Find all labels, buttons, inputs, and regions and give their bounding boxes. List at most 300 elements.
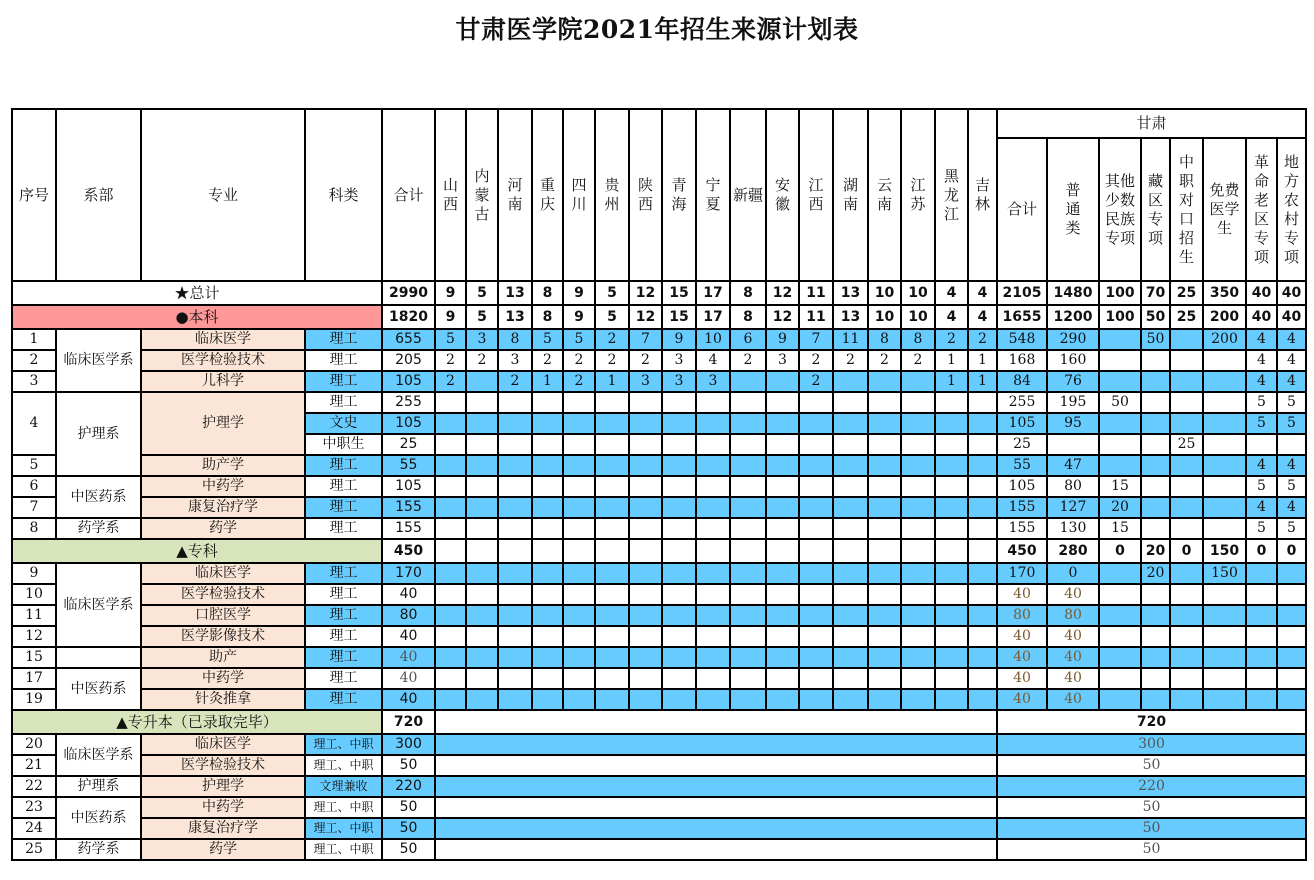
province-cell — [532, 518, 563, 539]
province-cell: 1 — [935, 350, 968, 371]
benke-row — [12, 329, 1306, 350]
grand-total-row — [12, 281, 1306, 305]
zhuanke-rows — [12, 563, 1306, 710]
province-cell — [629, 563, 662, 584]
zhuanke-row — [12, 605, 1306, 626]
gansu-total-cell: 300 — [997, 734, 1306, 755]
province-cell: 9 — [435, 281, 466, 305]
benke-row — [12, 392, 1306, 413]
benke-rows — [12, 329, 1306, 539]
province-cell — [696, 455, 730, 476]
province-cell — [901, 392, 935, 413]
major-cell: 护理学 — [141, 776, 305, 797]
province-cell — [662, 647, 696, 668]
province-cell — [868, 563, 901, 584]
gansu-cell — [1141, 626, 1170, 647]
gansu-cell: 40 — [1047, 647, 1099, 668]
province-cell — [730, 371, 766, 392]
gansu-cell: 4 — [1246, 371, 1277, 392]
zsb-total: 720 — [382, 710, 435, 734]
gansu-cell: 95 — [1047, 413, 1099, 434]
province-cell — [435, 689, 466, 710]
province-cell — [766, 434, 799, 455]
gansu-cell — [1141, 584, 1170, 605]
seq-cell: 21 — [12, 755, 56, 776]
province-cell — [595, 689, 629, 710]
province-cell: 15 — [662, 281, 696, 305]
province-cell — [868, 626, 901, 647]
province-cell — [901, 371, 935, 392]
province-cell — [629, 476, 662, 497]
ktype-cell: 理工 — [305, 455, 382, 476]
province-cell: 4 — [935, 281, 968, 305]
dept-cell: 临床医学系 — [56, 329, 141, 392]
province-cell — [595, 497, 629, 518]
gansu-total-cell: 220 — [997, 776, 1306, 797]
gansu-cell — [1170, 626, 1203, 647]
province-cell: 13 — [498, 281, 532, 305]
province-cell — [435, 626, 466, 647]
province-cell — [595, 626, 629, 647]
province-cell — [968, 563, 997, 584]
province-cell: 1 — [968, 371, 997, 392]
province-cell — [766, 647, 799, 668]
row-total-cell: 300 — [382, 734, 435, 755]
row-total-cell: 155 — [382, 497, 435, 518]
gansu-cell — [1170, 497, 1203, 518]
province-cell — [563, 563, 595, 584]
province-cell — [901, 434, 935, 455]
gansu-cell: 195 — [1047, 392, 1099, 413]
province-cell: 4 — [696, 350, 730, 371]
province-cell: 3 — [662, 371, 696, 392]
major-cell: 中药学 — [141, 797, 305, 818]
seq-cell: 23 — [12, 797, 56, 818]
gansu-cell: 4 — [1246, 497, 1277, 518]
zsb-row — [12, 797, 1306, 818]
gansu-cell — [1141, 518, 1170, 539]
province-cell — [696, 626, 730, 647]
province-cell — [595, 584, 629, 605]
province-cell — [595, 563, 629, 584]
gansu-cell: 50 — [1141, 305, 1170, 329]
province-cell: 3 — [498, 350, 532, 371]
major-cell: 儿科学 — [141, 371, 305, 392]
province-cell — [435, 518, 466, 539]
major-cell: 针灸推拿 — [141, 689, 305, 710]
province-cell: 2 — [935, 329, 968, 350]
gansu-cell — [1203, 392, 1246, 413]
province-cell — [868, 497, 901, 518]
dept-cell — [56, 647, 141, 668]
major-cell: 康复治疗学 — [141, 497, 305, 518]
province-cell — [595, 413, 629, 434]
province-cell — [901, 518, 935, 539]
enrollment-plan-table — [11, 108, 1307, 861]
province-cell — [435, 539, 466, 563]
province-cell — [629, 668, 662, 689]
province-cell — [466, 518, 498, 539]
province-cell — [629, 413, 662, 434]
gansu-cell — [1099, 371, 1141, 392]
gansu-cell: 290 — [1047, 329, 1099, 350]
gansu-cell: 40 — [1277, 281, 1306, 305]
zhuanke-label: ▲专科 — [12, 539, 382, 563]
zhuanke-subtotal-row — [12, 539, 1306, 563]
gansu-cell — [1099, 626, 1141, 647]
province-span — [435, 797, 997, 818]
major-cell: 康复治疗学 — [141, 818, 305, 839]
gansu-cell: 40 — [1047, 689, 1099, 710]
province-cell — [730, 689, 766, 710]
province-cell — [595, 476, 629, 497]
row-total-cell: 40 — [382, 584, 435, 605]
gansu-cell — [1277, 434, 1306, 455]
province-cell: 2 — [563, 350, 595, 371]
zhuanke-row — [12, 563, 1306, 584]
gansu-cell: 5 — [1246, 476, 1277, 497]
gansu-cell: 168 — [997, 350, 1047, 371]
province-cell — [968, 539, 997, 563]
gansu-cell — [1099, 350, 1141, 371]
gansu-cell: 1200 — [1047, 305, 1099, 329]
province-cell: 1 — [968, 350, 997, 371]
ktype-cell: 理工 — [305, 626, 382, 647]
zsb-row — [12, 755, 1306, 776]
benke-row — [12, 350, 1306, 371]
gansu-cell: 2105 — [997, 281, 1047, 305]
province-cell — [868, 476, 901, 497]
province-cell — [696, 584, 730, 605]
gansu-cell: 5 — [1246, 392, 1277, 413]
gansu-cell: 160 — [1047, 350, 1099, 371]
ktype-cell: 理工 — [305, 392, 382, 413]
province-cell: 8 — [868, 329, 901, 350]
gansu-cell: 105 — [997, 413, 1047, 434]
gansu-cell: 40 — [997, 668, 1047, 689]
province-cell: 12 — [629, 305, 662, 329]
row-total-cell: 105 — [382, 371, 435, 392]
province-cell — [435, 434, 466, 455]
province-cell — [629, 455, 662, 476]
gansu-cell — [1203, 668, 1246, 689]
major-cell: 口腔医学 — [141, 605, 305, 626]
gansu-cell — [1246, 584, 1277, 605]
province-cell — [935, 518, 968, 539]
province-cell — [833, 392, 868, 413]
province-cell — [696, 518, 730, 539]
gansu-cell: 84 — [997, 371, 1047, 392]
province-cell — [833, 605, 868, 626]
seq-cell: 3 — [12, 371, 56, 392]
gansu-cell: 1480 — [1047, 281, 1099, 305]
gansu-cell: 5 — [1277, 476, 1306, 497]
province-cell — [901, 497, 935, 518]
province-cell: 13 — [498, 305, 532, 329]
province-cell — [498, 413, 532, 434]
gansu-cell — [1099, 413, 1141, 434]
province-cell: 7 — [629, 329, 662, 350]
province-cell — [766, 413, 799, 434]
province-span — [435, 818, 997, 839]
province-cell — [696, 689, 730, 710]
header-province: 湖南 — [833, 109, 868, 281]
header-province: 内蒙古 — [466, 109, 498, 281]
province-cell — [466, 392, 498, 413]
province-cell — [563, 647, 595, 668]
province-cell — [901, 668, 935, 689]
province-cell — [466, 647, 498, 668]
gansu-cell — [1203, 497, 1246, 518]
province-cell — [595, 647, 629, 668]
province-cell: 2 — [833, 350, 868, 371]
header-province: 宁夏 — [696, 109, 730, 281]
major-cell: 中药学 — [141, 668, 305, 689]
gansu-cell — [1277, 626, 1306, 647]
gansu-cell — [1099, 434, 1141, 455]
province-cell — [696, 476, 730, 497]
province-cell: 1 — [532, 371, 563, 392]
province-cell — [498, 668, 532, 689]
province-cell — [730, 455, 766, 476]
province-cell — [935, 584, 968, 605]
page-title: 甘肃医学院2021年招生来源计划表 — [455, 15, 859, 44]
gansu-cell: 76 — [1047, 371, 1099, 392]
seq-cell: 8 — [12, 518, 56, 539]
province-cell — [595, 539, 629, 563]
province-cell — [901, 626, 935, 647]
province-cell — [935, 563, 968, 584]
province-cell — [730, 626, 766, 647]
gansu-cell — [1170, 392, 1203, 413]
province-cell — [466, 497, 498, 518]
gansu-cell — [1203, 518, 1246, 539]
ktype-cell: 理工 — [305, 518, 382, 539]
major-cell: 药学 — [141, 839, 305, 860]
province-cell — [833, 626, 868, 647]
province-cell — [532, 563, 563, 584]
gansu-cell: 450 — [997, 539, 1047, 563]
province-cell — [662, 605, 696, 626]
province-cell — [532, 626, 563, 647]
province-cell — [532, 497, 563, 518]
province-cell — [833, 647, 868, 668]
gansu-cell: 40 — [997, 689, 1047, 710]
province-cell — [868, 647, 901, 668]
province-cell — [498, 518, 532, 539]
gansu-cell: 20 — [1141, 539, 1170, 563]
province-cell — [799, 563, 833, 584]
gansu-cell: 155 — [997, 518, 1047, 539]
gansu-cell — [1170, 371, 1203, 392]
province-cell — [662, 584, 696, 605]
province-cell — [696, 647, 730, 668]
gansu-cell: 4 — [1246, 350, 1277, 371]
province-cell: 3 — [662, 350, 696, 371]
province-cell — [935, 497, 968, 518]
province-cell — [833, 518, 868, 539]
major-cell: 临床医学 — [141, 563, 305, 584]
province-cell — [629, 689, 662, 710]
province-cell — [532, 668, 563, 689]
province-cell: 10 — [901, 281, 935, 305]
province-cell: 4 — [968, 305, 997, 329]
gansu-cell: 40 — [1047, 626, 1099, 647]
province-cell — [868, 518, 901, 539]
major-cell: 医学检验技术 — [141, 755, 305, 776]
province-cell: 2 — [968, 329, 997, 350]
zhuanke-row — [12, 626, 1306, 647]
province-cell — [968, 668, 997, 689]
major-cell: 临床医学 — [141, 329, 305, 350]
gansu-cell — [1277, 563, 1306, 584]
province-cell: 2 — [595, 329, 629, 350]
seq-cell: 12 — [12, 626, 56, 647]
province-cell — [935, 413, 968, 434]
province-cell — [799, 539, 833, 563]
province-cell: 2 — [799, 371, 833, 392]
province-cell — [498, 539, 532, 563]
province-cell — [766, 584, 799, 605]
benke-row — [12, 518, 1306, 539]
header-major: 专业 — [141, 109, 305, 281]
province-cell — [730, 413, 766, 434]
header-province: 江苏 — [901, 109, 935, 281]
header-ktype: 科类 — [305, 109, 382, 281]
ktype-cell: 理工、中职 — [305, 755, 382, 776]
province-cell — [532, 539, 563, 563]
seq-cell: 24 — [12, 818, 56, 839]
province-cell — [730, 476, 766, 497]
gansu-cell — [1047, 434, 1099, 455]
gansu-cell — [1099, 584, 1141, 605]
row-total-cell: 55 — [382, 455, 435, 476]
gansu-cell: 50 — [1141, 329, 1170, 350]
benke-row — [12, 371, 1306, 392]
province-cell — [833, 497, 868, 518]
gansu-cell — [1203, 584, 1246, 605]
province-cell — [868, 434, 901, 455]
seq-cell: 19 — [12, 689, 56, 710]
province-cell — [799, 518, 833, 539]
header-gansu-col: 地方农村专项 — [1277, 138, 1306, 281]
province-cell — [730, 434, 766, 455]
province-cell — [799, 392, 833, 413]
province-cell — [901, 563, 935, 584]
dept-cell: 中医药系 — [56, 797, 141, 839]
row-total-cell: 220 — [382, 776, 435, 797]
gansu-cell: 40 — [1047, 584, 1099, 605]
province-cell — [901, 647, 935, 668]
province-cell — [629, 434, 662, 455]
gansu-cell: 25 — [1170, 434, 1203, 455]
dept-cell: 药学系 — [56, 839, 141, 860]
header-dept: 系部 — [56, 109, 141, 281]
province-cell — [730, 584, 766, 605]
province-cell — [935, 605, 968, 626]
province-cell: 11 — [799, 305, 833, 329]
province-cell — [730, 539, 766, 563]
seq-cell: 15 — [12, 647, 56, 668]
gansu-cell — [1170, 668, 1203, 689]
gansu-cell: 5 — [1277, 392, 1306, 413]
province-cell — [935, 434, 968, 455]
gansu-cell: 40 — [997, 647, 1047, 668]
gansu-cell — [1099, 605, 1141, 626]
province-cell — [730, 518, 766, 539]
gansu-cell — [1141, 647, 1170, 668]
province-cell — [563, 668, 595, 689]
province-cell: 3 — [629, 371, 662, 392]
province-cell — [799, 455, 833, 476]
province-cell — [968, 476, 997, 497]
province-cell — [563, 626, 595, 647]
province-cell — [766, 539, 799, 563]
province-span — [435, 776, 997, 797]
province-cell — [766, 497, 799, 518]
province-span — [435, 839, 997, 860]
ktype-cell: 理工 — [305, 497, 382, 518]
province-cell — [532, 476, 563, 497]
province-cell — [730, 647, 766, 668]
province-cell — [466, 605, 498, 626]
gansu-cell — [1170, 350, 1203, 371]
header-province: 四川 — [563, 109, 595, 281]
major-cell: 助产 — [141, 647, 305, 668]
gansu-total-cell: 50 — [997, 839, 1306, 860]
zhuanke-total: 450 — [382, 539, 435, 563]
province-cell — [696, 413, 730, 434]
gansu-cell: 40 — [1246, 305, 1277, 329]
province-cell — [466, 584, 498, 605]
gansu-cell: 4 — [1277, 329, 1306, 350]
grand-total-label: ★总计 — [12, 281, 382, 305]
gansu-cell — [1141, 605, 1170, 626]
province-cell — [629, 605, 662, 626]
dept-cell: 临床医学系 — [56, 563, 141, 647]
province-cell: 9 — [766, 329, 799, 350]
province-cell: 8 — [730, 305, 766, 329]
province-cell — [730, 392, 766, 413]
seq-cell: 17 — [12, 668, 56, 689]
seq-cell: 20 — [12, 734, 56, 755]
province-cell — [435, 392, 466, 413]
gansu-cell: 0 — [1170, 539, 1203, 563]
zsb-province-span — [435, 710, 997, 734]
province-cell — [466, 563, 498, 584]
gansu-cell — [1099, 329, 1141, 350]
province-cell — [629, 497, 662, 518]
gansu-cell — [1141, 413, 1170, 434]
dept-cell: 药学系 — [56, 518, 141, 539]
seq-cell: 25 — [12, 839, 56, 860]
zsb-row — [12, 734, 1306, 755]
province-cell — [466, 626, 498, 647]
ktype-cell: 理工、中职 — [305, 839, 382, 860]
province-cell — [466, 539, 498, 563]
gansu-cell: 100 — [1099, 281, 1141, 305]
province-cell — [563, 413, 595, 434]
province-cell — [629, 539, 662, 563]
major-cell: 护理学 — [141, 392, 305, 455]
province-cell — [532, 455, 563, 476]
province-cell — [466, 413, 498, 434]
province-cell: 3 — [766, 350, 799, 371]
gansu-cell — [1203, 476, 1246, 497]
gansu-cell — [1099, 563, 1141, 584]
grand-total-value: 2990 — [382, 281, 435, 305]
province-cell: 2 — [466, 350, 498, 371]
